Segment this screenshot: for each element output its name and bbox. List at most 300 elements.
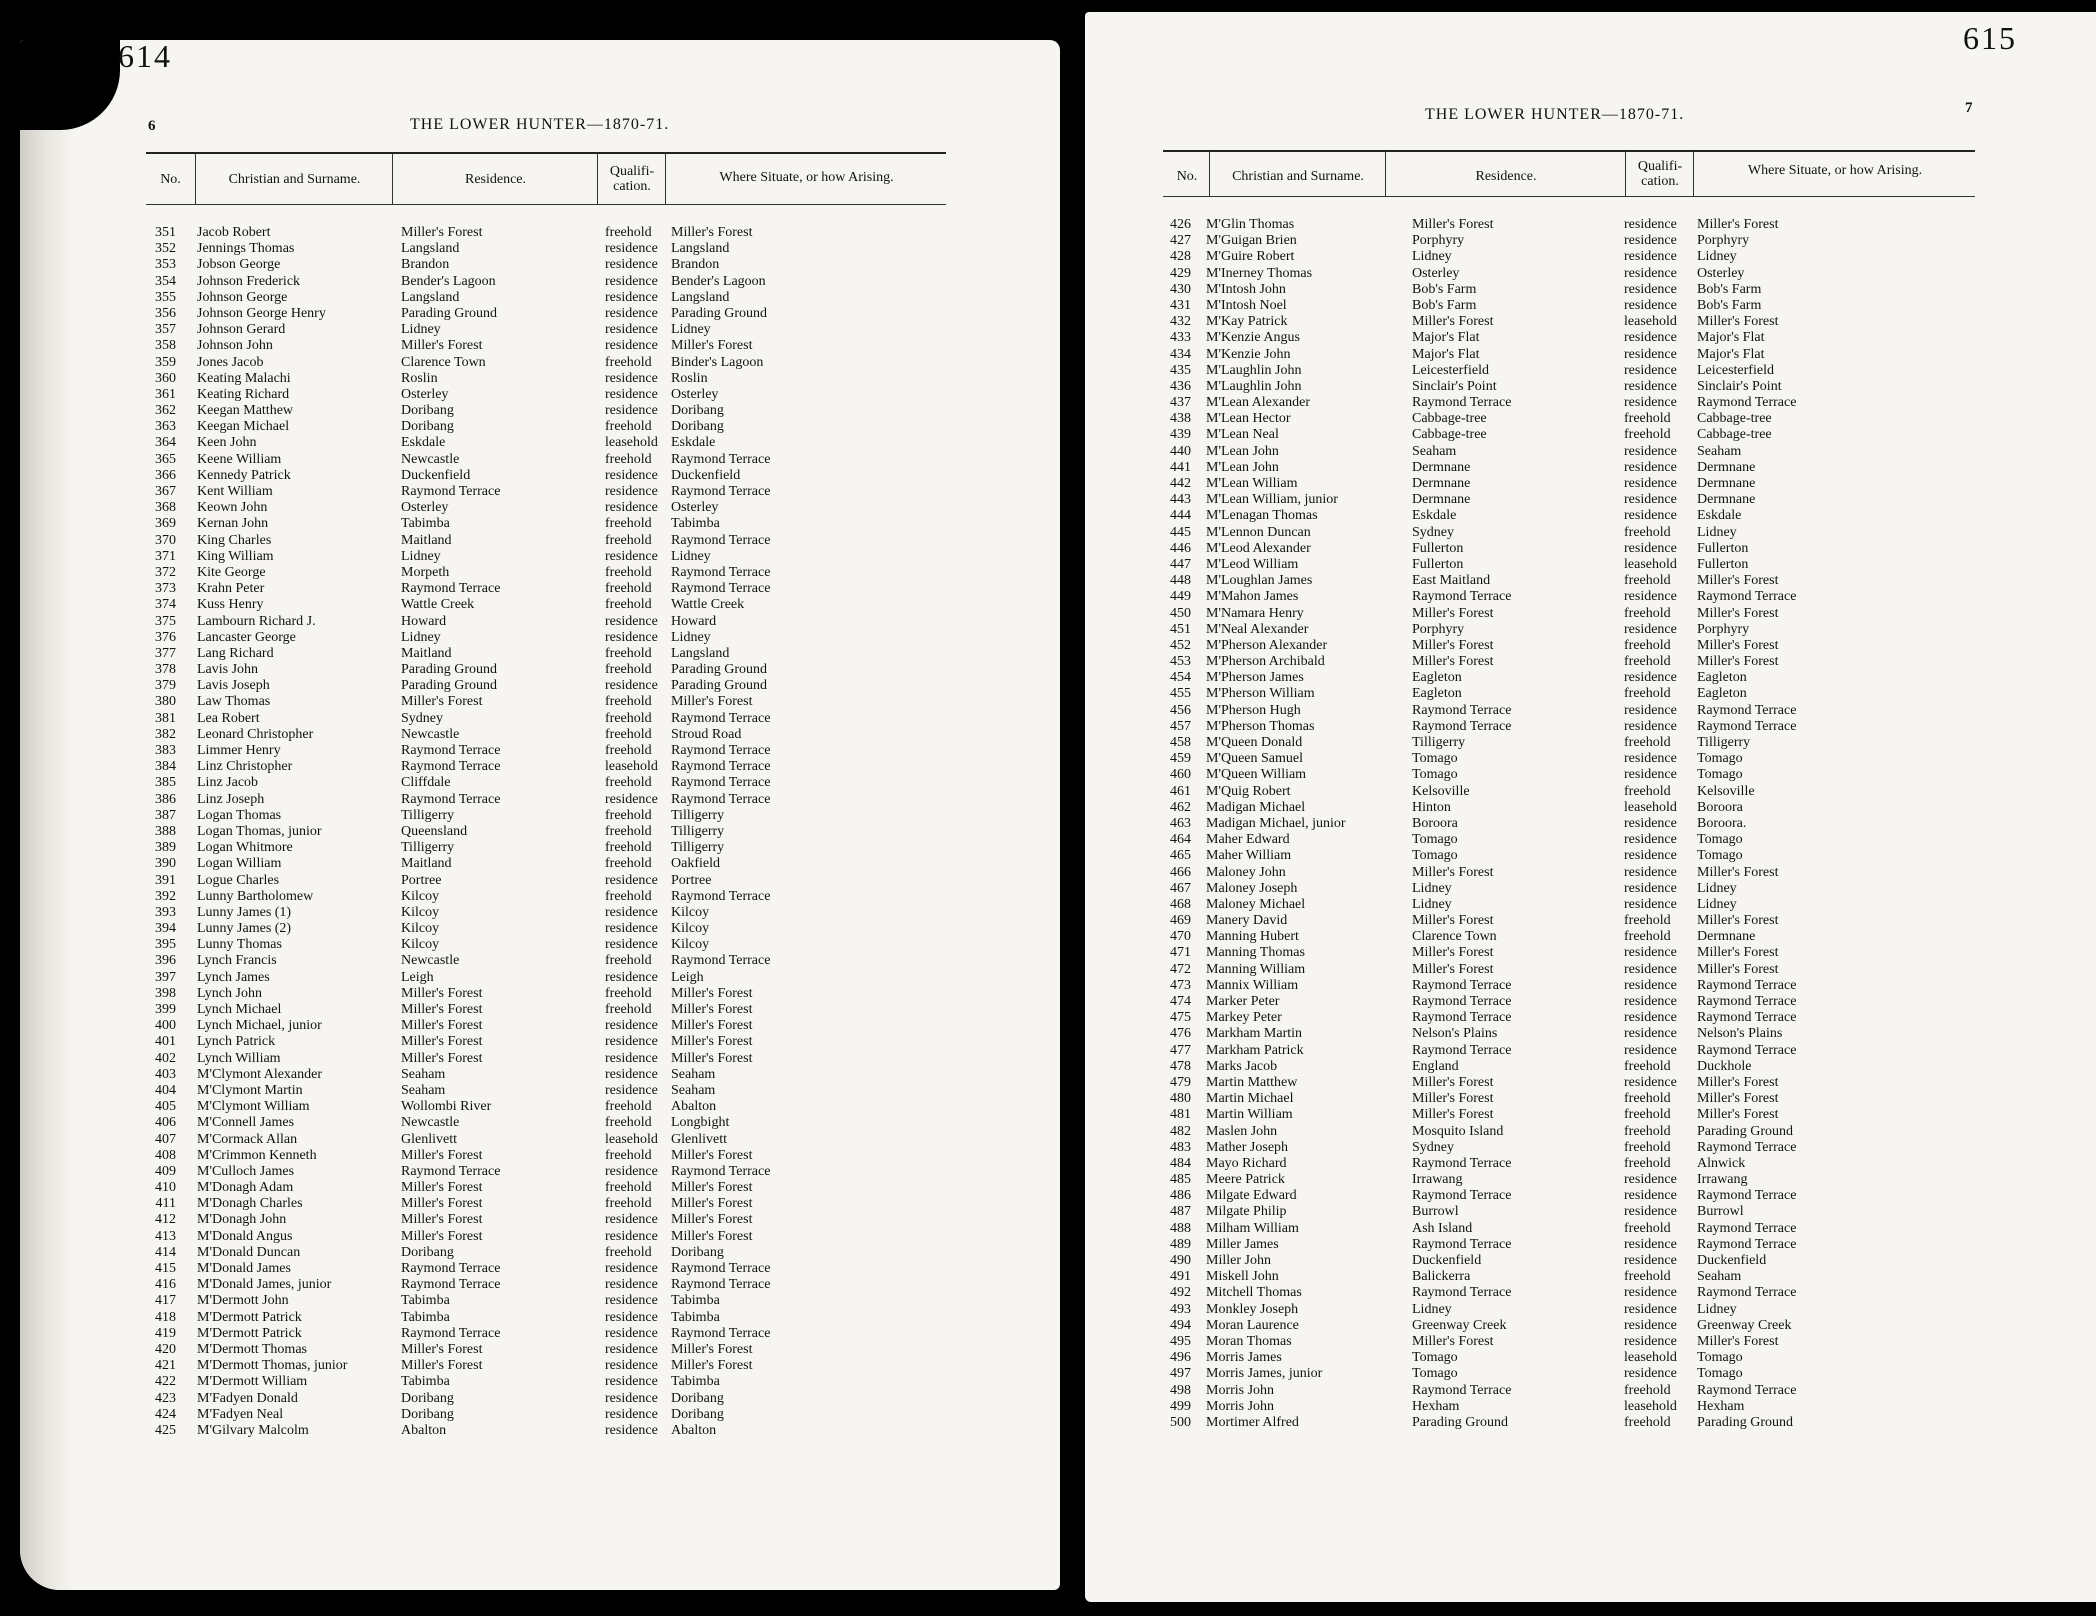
entry-where: Tomago bbox=[1697, 832, 1743, 848]
entry-residence: Eskdale bbox=[1412, 508, 1457, 524]
entry-residence: Seaham bbox=[1412, 443, 1457, 459]
entry-qualification: freehold bbox=[1624, 1058, 1671, 1074]
entry-residence: Porphyry bbox=[1412, 233, 1465, 249]
entry-residence: Queensland bbox=[401, 823, 468, 839]
entry-where: Duckhole bbox=[1697, 1058, 1752, 1074]
entry-name: M'Donald James bbox=[197, 1261, 291, 1276]
entry-name: Lavis John bbox=[197, 662, 259, 678]
entry-where: Raymond Terrace bbox=[1697, 1139, 1797, 1155]
entry-residence: Miller's Forest bbox=[401, 694, 483, 710]
entry-number: 434 bbox=[1170, 346, 1191, 362]
entry-name: Meere Patrick bbox=[1206, 1172, 1285, 1188]
entry-name: Logue Charles bbox=[197, 872, 280, 888]
entry-name: Lunny James (2) bbox=[197, 921, 292, 937]
entry-residence: Miller's Forest bbox=[401, 1147, 483, 1163]
entry-name: M'Guire Robert bbox=[1206, 249, 1295, 265]
entry-residence: Raymond Terrace bbox=[401, 1163, 501, 1179]
entry-name: M'Lean Alexander bbox=[1206, 395, 1310, 411]
left-header-where: Where Situate, or how Arising. bbox=[719, 170, 894, 185]
right-header-bottom-rule bbox=[1163, 196, 1975, 197]
entry-name: M'Lean Hector bbox=[1206, 411, 1291, 427]
table-row bbox=[1085, 913, 2085, 929]
entry-residence: Raymond Terrace bbox=[401, 1325, 501, 1341]
entry-qualification: residence bbox=[605, 273, 658, 289]
entry-residence: Duckenfield bbox=[1412, 1253, 1482, 1268]
table-row bbox=[20, 290, 1020, 306]
entry-qualification: residence bbox=[605, 500, 658, 516]
entry-residence: Miller's Forest bbox=[1412, 1107, 1494, 1123]
entry-residence: Tilligerry bbox=[401, 807, 455, 823]
entry-residence: Raymond Terrace bbox=[1412, 1155, 1512, 1171]
entry-where: Parading Ground bbox=[671, 678, 768, 694]
entry-where: Parading Ground bbox=[671, 662, 768, 678]
entry-residence: Raymond Terrace bbox=[1412, 977, 1512, 993]
entry-residence: England bbox=[1412, 1058, 1459, 1074]
table-row bbox=[1085, 541, 2085, 557]
entry-name: Lambourn Richard J. bbox=[197, 613, 316, 629]
entry-name: Jennings Thomas bbox=[197, 241, 295, 257]
entry-number: 365 bbox=[155, 451, 176, 467]
entry-residence: Eagleton bbox=[1412, 670, 1462, 686]
entry-name: Jones Jacob bbox=[197, 354, 264, 370]
entry-number: 357 bbox=[155, 322, 176, 338]
entry-name: Johnson George Henry bbox=[197, 305, 326, 321]
entry-where: Raymond Terrace bbox=[671, 791, 771, 807]
right-folio-number: 615 bbox=[1963, 20, 2017, 56]
entry-qualification: freehold bbox=[605, 419, 652, 435]
entry-number: 387 bbox=[155, 807, 176, 823]
table-row bbox=[20, 678, 1020, 694]
entry-qualification: residence bbox=[605, 386, 658, 402]
entry-residence: Wattle Creek bbox=[401, 597, 475, 613]
table-row bbox=[1085, 1043, 2085, 1059]
entry-qualification: residence bbox=[605, 629, 658, 645]
entry-qualification: residence bbox=[1624, 395, 1677, 411]
entry-qualification: residence bbox=[1624, 945, 1677, 961]
entry-name: M'Kenzie Angus bbox=[1206, 330, 1300, 346]
entry-name: King William bbox=[197, 548, 274, 564]
entry-residence: Miller's Forest bbox=[1412, 945, 1494, 961]
entry-residence: Ash Island bbox=[1412, 1220, 1473, 1236]
entry-qualification: residence bbox=[605, 241, 658, 257]
entry-name: Miller John bbox=[1206, 1253, 1271, 1268]
entry-number: 476 bbox=[1170, 1026, 1191, 1042]
table-row bbox=[20, 1196, 1020, 1212]
entry-where: Miller's Forest bbox=[1697, 637, 1779, 653]
entry-residence: Miller's Forest bbox=[1412, 961, 1494, 977]
table-row bbox=[20, 856, 1020, 872]
entry-where: Kilcoy bbox=[671, 904, 710, 920]
entry-qualification: residence bbox=[605, 791, 658, 807]
entry-name: Kennedy Patrick bbox=[197, 467, 291, 483]
entry-number: 465 bbox=[1170, 848, 1191, 864]
entry-residence: Raymond Terrace bbox=[1412, 395, 1512, 411]
entry-where: Kilcoy bbox=[671, 937, 710, 953]
entry-qualification: residence bbox=[605, 370, 658, 386]
entry-where: Raymond Terrace bbox=[671, 564, 771, 580]
table-row bbox=[1085, 444, 2085, 460]
entry-number: 420 bbox=[155, 1341, 176, 1357]
entry-where: Raymond Terrace bbox=[1697, 395, 1797, 411]
table-row bbox=[1085, 1334, 2085, 1350]
entry-number: 415 bbox=[155, 1261, 176, 1276]
entry-qualification: residence bbox=[1624, 346, 1677, 362]
entry-where: Boroora. bbox=[1697, 815, 1747, 831]
entry-qualification: residence bbox=[605, 1309, 658, 1325]
table-row bbox=[20, 711, 1020, 727]
entry-qualification: residence bbox=[605, 904, 658, 920]
entry-name: M'Gilvary Malcolm bbox=[197, 1422, 309, 1438]
entry-qualification: residence bbox=[1624, 233, 1677, 249]
entry-qualification: leasehold bbox=[1624, 1350, 1677, 1366]
table-row bbox=[20, 484, 1020, 500]
entry-name: Jacob Robert bbox=[197, 225, 271, 240]
entry-number: 380 bbox=[155, 694, 176, 710]
right-header-residence: Residence. bbox=[1475, 169, 1537, 184]
entry-where: Miller's Forest bbox=[1697, 1333, 1779, 1349]
entry-qualification: residence bbox=[1624, 1236, 1677, 1252]
entry-name: Morris James bbox=[1206, 1350, 1282, 1366]
entry-qualification: residence bbox=[605, 937, 658, 953]
table-row bbox=[20, 1002, 1020, 1018]
entry-where: Doribang bbox=[671, 403, 724, 419]
entry-name: Manning William bbox=[1206, 961, 1306, 977]
entry-residence: Raymond Terrace bbox=[401, 484, 501, 499]
entry-qualification: freehold bbox=[605, 516, 652, 532]
entry-where: Raymond Terrace bbox=[671, 1325, 771, 1341]
entry-name: Jobson George bbox=[197, 257, 281, 273]
entry-name: Mortimer Alfred bbox=[1206, 1414, 1299, 1430]
entry-where: Doribang bbox=[671, 1406, 724, 1422]
entry-where: Parading Ground bbox=[1697, 1414, 1794, 1430]
entry-qualification: freehold bbox=[1624, 735, 1671, 750]
table-row bbox=[20, 1261, 1020, 1277]
table-row bbox=[20, 694, 1020, 710]
entry-residence: Osterley bbox=[1412, 265, 1460, 281]
entry-where: Raymond Terrace bbox=[1697, 1285, 1797, 1301]
entry-qualification: residence bbox=[1624, 767, 1677, 783]
entry-number: 481 bbox=[1170, 1107, 1191, 1123]
entry-number: 480 bbox=[1170, 1091, 1191, 1107]
right-entry-list bbox=[1085, 217, 2085, 1431]
entry-where: Roslin bbox=[671, 370, 708, 386]
entry-qualification: residence bbox=[1624, 476, 1677, 491]
entry-qualification: freehold bbox=[1624, 605, 1671, 621]
table-row bbox=[1085, 492, 2085, 508]
entry-where: Miller's Forest bbox=[671, 1196, 753, 1212]
table-row bbox=[1085, 427, 2085, 443]
entry-name: Markey Peter bbox=[1206, 1010, 1282, 1026]
entry-number: 430 bbox=[1170, 281, 1191, 297]
table-row bbox=[1085, 347, 2085, 363]
entry-number: 391 bbox=[155, 872, 176, 888]
entry-where: Raymond Terrace bbox=[671, 710, 771, 726]
entry-residence: Major's Flat bbox=[1412, 330, 1480, 346]
entry-residence: Kilcoy bbox=[401, 888, 440, 904]
entry-residence: Tabimba bbox=[401, 1309, 450, 1325]
entry-name: Lunny Thomas bbox=[197, 937, 282, 953]
entry-name: Madigan Michael, junior bbox=[1206, 815, 1346, 831]
entry-name: Maloney Michael bbox=[1206, 896, 1306, 912]
entry-qualification: residence bbox=[605, 613, 658, 629]
entry-qualification: residence bbox=[605, 872, 658, 888]
entry-residence: Raymond Terrace bbox=[1412, 702, 1512, 718]
entry-qualification: residence bbox=[1624, 1333, 1677, 1349]
entry-number: 427 bbox=[1170, 233, 1191, 249]
entry-number: 435 bbox=[1170, 362, 1191, 378]
table-row bbox=[1085, 525, 2085, 541]
entry-residence: Miller's Forest bbox=[1412, 654, 1494, 670]
left-header-qual-line1: Qualifi- bbox=[609, 164, 655, 179]
entry-qualification: residence bbox=[1624, 1366, 1677, 1382]
entry-number: 407 bbox=[155, 1131, 176, 1147]
entry-where: Raymond Terrace bbox=[671, 451, 771, 467]
table-row bbox=[1085, 573, 2085, 589]
table-row bbox=[1085, 881, 2085, 897]
entry-name: M'Clymont Alexander bbox=[197, 1066, 323, 1082]
entry-qualification: residence bbox=[1624, 864, 1677, 880]
entry-where: Raymond Terrace bbox=[671, 484, 771, 499]
table-row bbox=[20, 1067, 1020, 1083]
entry-where: Miller's Forest bbox=[671, 225, 753, 240]
entry-residence: Newcastle bbox=[401, 953, 460, 969]
entry-name: Lynch William bbox=[197, 1050, 281, 1066]
entry-number: 360 bbox=[155, 370, 176, 386]
table-row bbox=[20, 1132, 1020, 1148]
entry-where: Miller's Forest bbox=[671, 1341, 753, 1357]
entry-residence: Boroora bbox=[1412, 815, 1458, 831]
entry-qualification: residence bbox=[1624, 1285, 1677, 1301]
entry-name: Logan Thomas, junior bbox=[197, 823, 322, 839]
entry-where: Raymond Terrace bbox=[1697, 1220, 1797, 1236]
entry-name: M'Laughlin John bbox=[1206, 378, 1302, 394]
entry-qualification: freehold bbox=[1624, 1414, 1671, 1430]
entry-qualification: residence bbox=[1624, 1317, 1677, 1333]
entry-name: Lynch Francis bbox=[197, 953, 277, 969]
entry-where: Lidney bbox=[1697, 880, 1737, 896]
entry-name: M'Inerney Thomas bbox=[1206, 265, 1313, 281]
entry-number: 413 bbox=[155, 1228, 176, 1244]
entry-residence: Maitland bbox=[401, 645, 452, 661]
entry-where: Dermnane bbox=[1697, 476, 1756, 491]
table-row bbox=[1085, 298, 2085, 314]
entry-residence: Parading Ground bbox=[401, 305, 498, 321]
entry-name: Keen John bbox=[197, 435, 257, 451]
entry-name: M'Culloch James bbox=[197, 1163, 295, 1179]
entry-where: Tomago bbox=[1697, 767, 1743, 783]
entry-number: 425 bbox=[155, 1422, 176, 1438]
entry-name: Manning Hubert bbox=[1206, 929, 1299, 945]
entry-residence: Newcastle bbox=[401, 726, 460, 742]
entry-name: Milham William bbox=[1206, 1220, 1299, 1236]
entry-name: Martin Michael bbox=[1206, 1091, 1294, 1107]
entry-where: Doribang bbox=[671, 1244, 724, 1260]
table-row bbox=[20, 1407, 1020, 1423]
table-row bbox=[20, 355, 1020, 371]
entry-qualification: residence bbox=[605, 403, 658, 419]
entry-residence: Lidney bbox=[401, 322, 441, 338]
entry-name: Logan Whitmore bbox=[197, 840, 293, 856]
entry-number: 497 bbox=[1170, 1366, 1191, 1382]
entry-where: Miller's Forest bbox=[1697, 314, 1779, 330]
entry-qualification: freehold bbox=[605, 662, 652, 678]
entry-residence: Seaham bbox=[401, 1066, 446, 1082]
entry-where: Cabbage-tree bbox=[1697, 427, 1772, 443]
entry-residence: Eagleton bbox=[1412, 686, 1462, 702]
entry-residence: Tomago bbox=[1412, 751, 1458, 767]
entry-number: 437 bbox=[1170, 395, 1191, 411]
entry-where: Hexham bbox=[1697, 1398, 1745, 1414]
entry-qualification: freehold bbox=[605, 743, 652, 758]
table-row bbox=[20, 937, 1020, 953]
entry-qualification: freehold bbox=[1624, 1269, 1671, 1285]
entry-where: Kilcoy bbox=[671, 921, 710, 937]
entry-number: 383 bbox=[155, 743, 176, 758]
left-col-divider-1 bbox=[195, 153, 196, 204]
entry-name: Maloney John bbox=[1206, 864, 1286, 880]
entry-name: Marks Jacob bbox=[1206, 1058, 1278, 1074]
entry-name: M'Queen Samuel bbox=[1206, 751, 1304, 767]
entry-qualification: leasehold bbox=[605, 435, 658, 451]
entry-residence: Tomago bbox=[1412, 832, 1458, 848]
entry-name: Mather Joseph bbox=[1206, 1139, 1289, 1155]
entry-qualification: residence bbox=[1624, 1010, 1677, 1026]
entry-where: Raymond Terrace bbox=[671, 888, 771, 904]
entry-qualification: residence bbox=[1624, 621, 1677, 637]
entry-number: 386 bbox=[155, 791, 176, 807]
entry-residence: Sinclair's Point bbox=[1412, 378, 1497, 394]
table-row bbox=[1085, 735, 2085, 751]
entry-qualification: residence bbox=[1624, 1301, 1677, 1317]
entry-where: Major's Flat bbox=[1697, 346, 1765, 362]
entry-where: Raymond Terrace bbox=[1697, 702, 1797, 718]
left-header-qual-line2: cation. bbox=[613, 179, 651, 194]
entry-number: 475 bbox=[1170, 1010, 1191, 1026]
entry-where: Cabbage-tree bbox=[1697, 411, 1772, 427]
entry-name: M'Loughlan James bbox=[1206, 573, 1313, 589]
entry-number: 416 bbox=[155, 1277, 176, 1293]
table-row bbox=[20, 225, 1020, 241]
table-row bbox=[20, 1115, 1020, 1131]
entry-residence: Miller's Forest bbox=[401, 1358, 483, 1374]
table-row bbox=[1085, 1156, 2085, 1172]
entry-number: 393 bbox=[155, 904, 176, 920]
left-header-top-rule bbox=[146, 152, 946, 154]
table-row bbox=[20, 970, 1020, 986]
entry-residence: Kelsoville bbox=[1412, 783, 1470, 799]
entry-where: Langsland bbox=[671, 645, 730, 661]
entry-qualification: residence bbox=[605, 1066, 658, 1082]
entry-where: Tabimba bbox=[671, 1374, 720, 1390]
entry-qualification: residence bbox=[605, 1277, 658, 1293]
table-row bbox=[1085, 962, 2085, 978]
table-row bbox=[20, 905, 1020, 921]
entry-where: Raymond Terrace bbox=[671, 532, 771, 548]
entry-number: 374 bbox=[155, 597, 176, 613]
entry-where: Glenlivett bbox=[671, 1131, 727, 1147]
entry-where: Miller's Forest bbox=[1697, 864, 1779, 880]
table-row bbox=[20, 452, 1020, 468]
entry-residence: Maitland bbox=[401, 856, 452, 872]
table-row bbox=[20, 516, 1020, 532]
table-row bbox=[1085, 1302, 2085, 1318]
entry-name: Madigan Michael bbox=[1206, 799, 1306, 815]
entry-residence: Lidney bbox=[1412, 1301, 1452, 1317]
entry-name: M'Pherson James bbox=[1206, 670, 1304, 686]
table-row bbox=[20, 1310, 1020, 1326]
entry-where: Miller's Forest bbox=[671, 1358, 753, 1374]
entry-name: Linz Joseph bbox=[197, 791, 265, 807]
table-row bbox=[1085, 1221, 2085, 1237]
entry-name: King Charles bbox=[197, 532, 272, 548]
entry-name: M'Fadyen Donald bbox=[197, 1390, 298, 1406]
entry-name: Lea Robert bbox=[197, 710, 260, 726]
entry-qualification: freehold bbox=[605, 1002, 652, 1017]
table-row bbox=[20, 1099, 1020, 1115]
entry-where: Tomago bbox=[1697, 1350, 1743, 1366]
entry-residence: Howard bbox=[401, 613, 447, 629]
entry-residence: Balickerra bbox=[1412, 1269, 1471, 1285]
entry-qualification: freehold bbox=[1624, 913, 1671, 929]
entry-residence: Newcastle bbox=[401, 1115, 460, 1131]
entry-name: Markham Martin bbox=[1206, 1026, 1303, 1042]
entry-number: 369 bbox=[155, 516, 176, 532]
entry-qualification: freehold bbox=[1624, 1107, 1671, 1123]
table-row bbox=[20, 1083, 1020, 1099]
entry-name: M'Clymont Martin bbox=[197, 1082, 303, 1098]
entry-residence: Miller's Forest bbox=[1412, 864, 1494, 880]
entry-residence: Seaham bbox=[401, 1082, 446, 1098]
entry-qualification: freehold bbox=[1624, 1091, 1671, 1107]
entry-qualification: freehold bbox=[605, 1147, 652, 1163]
entry-qualification: residence bbox=[605, 1261, 658, 1276]
table-row bbox=[1085, 1204, 2085, 1220]
entry-name: Keene William bbox=[197, 451, 282, 467]
entry-where: Abalton bbox=[671, 1099, 717, 1115]
table-row bbox=[1085, 945, 2085, 961]
entry-name: Limmer Henry bbox=[197, 743, 281, 758]
table-row bbox=[20, 597, 1020, 613]
entry-number: 409 bbox=[155, 1163, 176, 1179]
entry-number: 405 bbox=[155, 1099, 176, 1115]
table-row bbox=[1085, 1091, 2085, 1107]
table-row bbox=[1085, 217, 2085, 233]
entry-name: M'Pherson William bbox=[1206, 686, 1315, 702]
entry-number: 453 bbox=[1170, 654, 1191, 670]
entry-residence: Major's Flat bbox=[1412, 346, 1480, 362]
entry-residence: Parading Ground bbox=[401, 662, 498, 678]
entry-number: 442 bbox=[1170, 476, 1191, 491]
entry-where: Eagleton bbox=[1697, 686, 1747, 702]
entry-where: Raymond Terrace bbox=[1697, 1382, 1797, 1398]
entry-name: M'Intosh Noel bbox=[1206, 297, 1287, 313]
entry-name: Johnson John bbox=[197, 338, 273, 354]
entry-qualification: freehold bbox=[605, 710, 652, 726]
table-row bbox=[20, 1391, 1020, 1407]
entry-name: M'Cormack Allan bbox=[197, 1131, 298, 1147]
entry-number: 385 bbox=[155, 775, 176, 791]
table-row bbox=[1085, 719, 2085, 735]
entry-residence: Abalton bbox=[401, 1422, 447, 1438]
entry-name: M'Leod William bbox=[1206, 556, 1299, 572]
entry-qualification: residence bbox=[1624, 977, 1677, 993]
entry-number: 468 bbox=[1170, 896, 1191, 912]
entry-residence: Doribang bbox=[401, 1406, 454, 1422]
entry-residence: Fullerton bbox=[1412, 540, 1464, 556]
entry-number: 404 bbox=[155, 1082, 176, 1098]
entry-qualification: residence bbox=[1624, 281, 1677, 297]
entry-residence: Irrawang bbox=[1412, 1172, 1463, 1188]
